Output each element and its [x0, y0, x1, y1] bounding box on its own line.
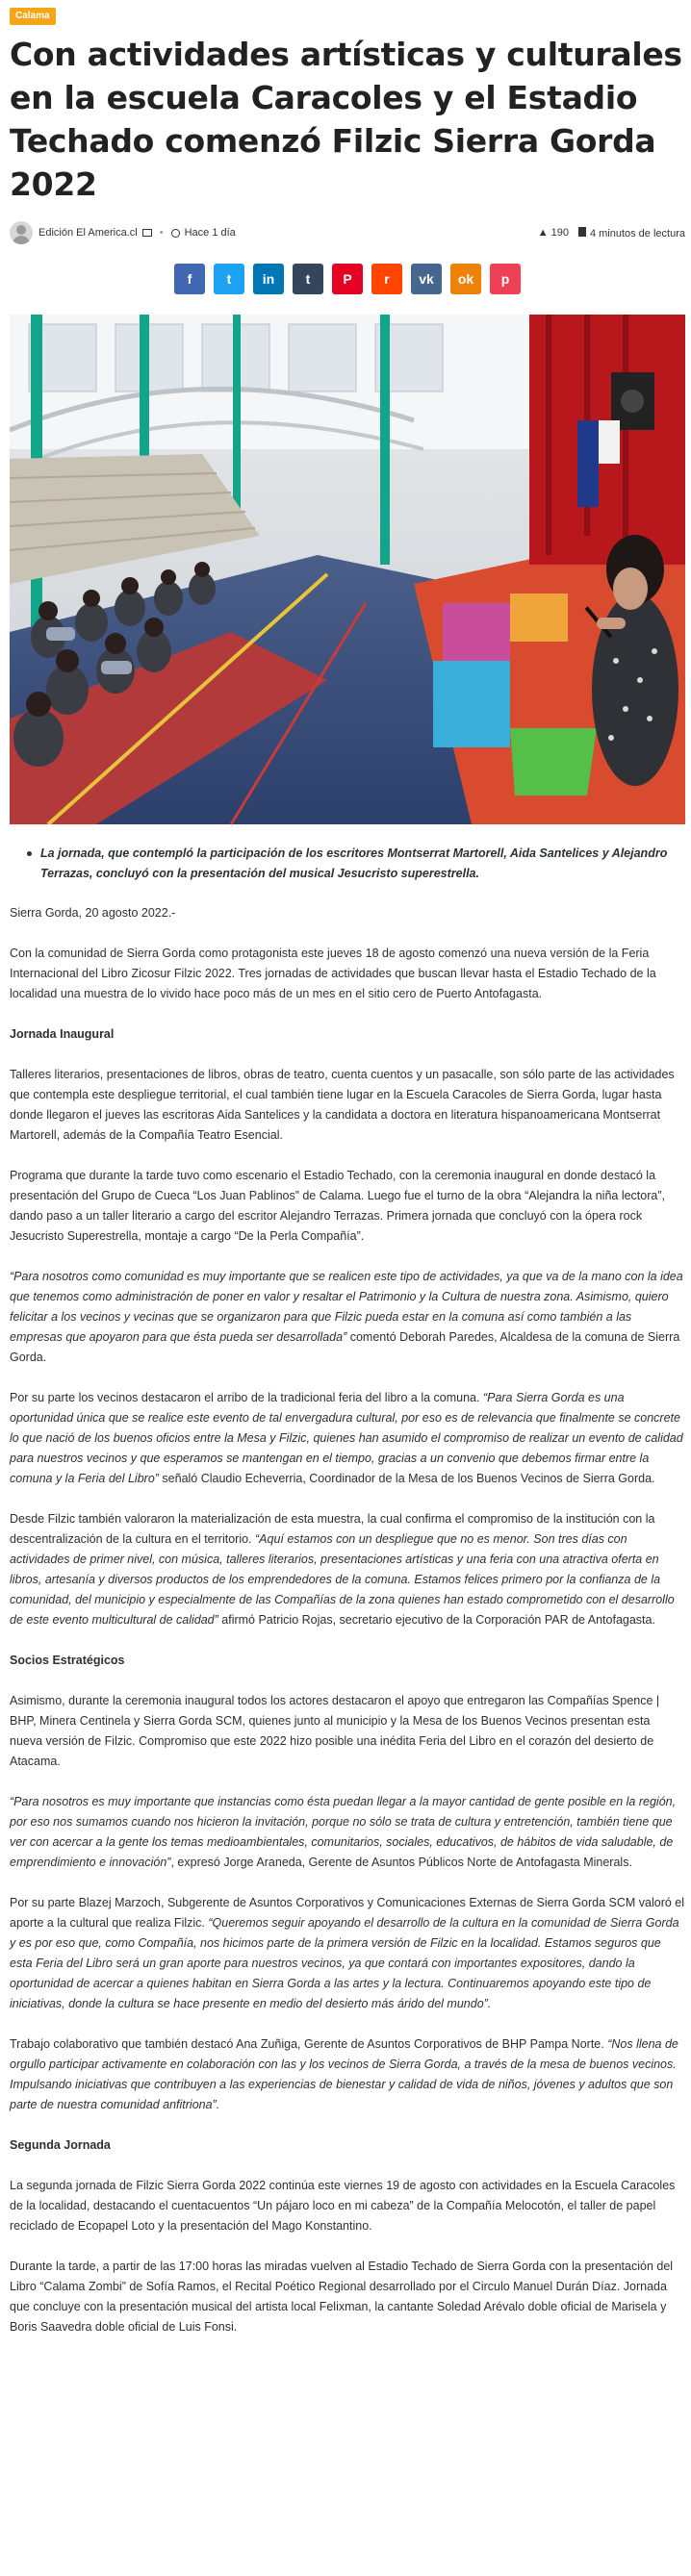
email-icon[interactable] — [142, 229, 152, 237]
paragraph-intro: Por su parte Blazej Marzoch, Subgerente de Asuntos Corporativos y Comunicaciones Externas de Sierra Gorda SCM valoró el aporte a la cultural que realiza Filzic. — [10, 1896, 685, 1930]
paragraph-12: Durante la tarde, a partir de las 17:00 horas las miradas vuelven al Estadio Techado de Sierra Gorda con la presentación del Libro “Calama Zombi” de Sofía Ramos, el Recital Poético Regional desarrollado por el Circulo Manuel Durán Díaz. Jornada que concluye con la presentación musical del artista local Felixman, la cantante Soledad Arévalo doble oficial de Marisela y Boris Saavedra doble oficial de Luis Fonsi. — [10, 2260, 674, 2334]
subheading-segunda-jornada: Segunda Jornada — [10, 2138, 111, 2152]
category-badge[interactable]: Calama — [10, 8, 56, 25]
paragraph-8 — [10, 1792, 685, 1873]
clock-icon — [171, 229, 180, 238]
share-pocket-button[interactable] — [490, 264, 521, 294]
paragraph-11: La segunda jornada de Filzic Sierra Gorda 2022 continúa este viernes 19 de agosto con actividades en la Escuela Caracoles de la localidad, destacando el cuentacuentos “Un pájaro loco en mi cabeza” de la Compañía Melocotón, el taller de papel reciclado de Ecopapel Loto y la presentación del Mago Konstantino. — [10, 2179, 676, 2233]
subheading-socios-estrategicos: Socios Estratégicos — [10, 1654, 125, 1667]
reddit-icon: r — [384, 271, 390, 287]
quote-attribution: señaló Claudio Echeverria, Coordinador de la Mesa de los Buenos Vecinos de Sierra Gorda. — [158, 1472, 655, 1485]
hero-photo-illustration — [10, 315, 685, 824]
quote-attribution: afirmó Patricio Rojas, secretario ejecutivo de la Corporación PAR de Antofagasta. — [218, 1613, 655, 1627]
vk-icon: vk — [419, 271, 434, 287]
publish-time: Hace 1 día — [184, 227, 236, 239]
facebook-icon: f — [187, 271, 192, 287]
pocket-icon: p — [500, 271, 510, 287]
share-linkedin-button[interactable] — [253, 264, 284, 294]
quote-attribution: , expresó Jorge Araneda, Gerente de Asuntos Públicos Norte de Antofagasta Minerals. — [170, 1856, 632, 1869]
image-caption: La jornada, que contempló la participación de los escritores Montserrat Martorell, Aida Santelices y Alejandro Terrazas, concluyó con la presentación del musical Jesucristo superestrella. — [38, 844, 685, 884]
quote-secretario: “Aquí estamos con un despliegue que no es menor. Son tres días con actividades de primer nivel, con música, talleres literarios, presentaciones artísticas y una feria con una atractiva oferta en libros, artesanía y diversos productos de los emprendedores de la comuna. Estamos felices primero por la confianza de la comunidad, del municipio y especialmente de las Compañías de la zona quienes han estado comprometido con el desarrollo de este evento multicultural de calidad” — [10, 1532, 675, 1627]
paragraph-intro: Por su parte los vecinos destacaron el arribo de la tradicional feria del libro a la comuna. — [10, 1391, 483, 1404]
share-reddit-button[interactable] — [371, 264, 402, 294]
share-pinterest-button[interactable] — [332, 264, 363, 294]
fire-icon: ▲ — [537, 227, 549, 239]
share-odnoklassniki-button[interactable] — [450, 264, 481, 294]
tumblr-icon: t — [305, 271, 311, 287]
subheading-jornada-inaugural: Jornada Inaugural — [10, 1027, 115, 1041]
quote-subgerente: “Queremos seguir apoyando el desarrollo de la cultura en la comunidad de Sierra Gorda y es por eso que, como Compañía, nos hicimos parte de la primera versión de Filzic en la localidad. Estamos seguros que esta Feria del Libro será un gran aporte para nuestros vecinos, ya que contará con importantes expositores, dando la oportunidad de acercar a quienes habitan en Sierra Gorda a las artes y la lectura. Continuaremos apoyando este tipo de iniciativas, donde la cultura se hace presente en medio del desierto más árido del mundo”. — [10, 1916, 679, 2010]
quote-alcaldesa: “Para nosotros como comunidad es muy importante que se realicen este tipo de actividades, ya que va de la mano con la idea que tenemos como administración de poner en valor y resaltar el Patrimonio y la Cultura de nuestra zona. Asimismo, quiero felicitar a los vecinos y vecinas que se organizaron para que Filzic pueda estar en la comuna así como también a las empresas que apoyaron para que ésta pueda ser desarrollada” — [10, 1270, 683, 1344]
article-hero-image — [10, 315, 685, 824]
meta-stats — [538, 227, 685, 240]
paragraph-6 — [10, 1509, 685, 1630]
quote-coordinador: “Para Sierra Gorda es una oportunidad única que se realice este evento de tal envergadura cultural, por eso es de relevancia que finalmente se concrete lo que nació de los buenos oficios entre la Mesa y Filzic, quienes han asumido el compromiso de realizar un evento de calidad para nuestros vecinos y que esperamos se mantengan en el tiempo, gracias a un convenio que debemos firmar entre la comuna y la Feria del Libro” — [10, 1391, 683, 1485]
paragraph-5 — [10, 1388, 685, 1489]
paragraph-intro: Desde Filzic también valoraron la materialización de esta muestra, la cual confirma el compromiso de la institución con la descentralización de la cultura en el territorio. — [10, 1512, 655, 1546]
odnoklassniki-icon: ok — [457, 271, 474, 287]
share-facebook-button[interactable] — [174, 264, 205, 294]
paragraph-10 — [10, 2034, 685, 2115]
author-name[interactable]: Edición El America.cl — [38, 227, 138, 239]
share-twitter-button[interactable] — [214, 264, 244, 294]
book-icon — [578, 227, 586, 237]
views-count-wrap — [538, 227, 569, 239]
meta-separator: • — [159, 227, 164, 239]
share-vk-button[interactable] — [411, 264, 442, 294]
pinterest-icon: P — [343, 271, 352, 287]
article-title: Con actividades artísticas y culturales en la escuela Caracoles y el Estadio Techado comenzó Filzic Sierra Gorda 2022 — [10, 36, 682, 203]
paragraph-1: Con la comunidad de Sierra Gorda como protagonista este jueves 18 de agosto comenzó una nueva versión de la Feria Internacional del Libro Zicosur Filzic 2022. Tres jornadas de actividades que buscan llevar hasta el Estadio Techado de la localidad una muestra de lo vivido hace poco más de un mes en el sitio cero de Puerto Antofagasta. — [10, 947, 656, 1000]
paragraph-2: Talleres literarios, presentaciones de libros, obras de teatro, cuenta cuentos y un pasacalle, son sólo parte de las actividades que contempla este despliegue territorial, el cual también tiene lugar en la Escuela Caracoles de Sierra Gorda, lugar hasta donde llegaron el jueves las escritoras Aida Santelices y la candidata a doctora en literatura hispanoamericana Montserrat Martorell, además de la Compañía Teatro Esencial. — [10, 1068, 675, 1142]
read-time: 4 minutos de lectura — [589, 227, 685, 240]
paragraph-intro: Trabajo colaborativo que también destacó Ana Zuñiga, Gerente de Asuntos Corporativos de BHP Pampa Norte. — [10, 2037, 608, 2051]
paragraph-3: Programa que durante la tarde tuvo como escenario el Estadio Techado, con la ceremonia inaugural en donde destacó la presentación del Grupo de Cueca “Los Juan Pablinos” de Calama. Luego fue el turno de la obra “Alejandra la niña lectora”, dando paso a un taller literario a cargo del escritor Alejandro Terrazas. Primera jornada que concluyó con la ópera rock Jesucristo Superestrella, montaje a cargo “De la Perla Compañía”. — [10, 1169, 665, 1243]
dateline: Sierra Gorda, 20 agosto 2022.- — [10, 906, 176, 920]
quote-attribution: comentó Deborah Paredes, Alcaldesa de la comuna de Sierra Gorda. — [10, 1330, 680, 1364]
quote-gerente-bhp: “Nos llena de orgullo participar activamente en colaboración con las y los vecinos de Sierra Gorda, a través de la mesa de buenos vecinos. Impulsando iniciativas que contribuyen a las experiencias de bienestar y calidad de vida de niños, jóvenes y adultos que son parte de nuestra comunidad anfitriona”. — [10, 2037, 678, 2111]
linkedin-icon: in — [262, 271, 275, 287]
share-buttons — [10, 264, 685, 294]
paragraph-7: Asimismo, durante la ceremonia inaugural todos los actores destacaron el apoyo que entregaron las Compañías Spence | BHP, Minera Centinela y Sierra Gorda SCM, quienes junto al municipio y la Mesa de los Buenos Vecinos presentan esta nueva versión de Filzic. Compromiso que este 2022 hizo posible una inédita Feria del Libro en el corazón del desierto de Atacama. — [10, 1694, 660, 1768]
twitter-icon: t — [226, 271, 232, 287]
author-avatar[interactable] — [10, 221, 33, 244]
read-time-wrap — [578, 227, 685, 240]
paragraph-4 — [10, 1267, 685, 1368]
article-meta — [10, 219, 685, 246]
views-count: 190 — [550, 227, 569, 239]
paragraph-9 — [10, 1893, 685, 2014]
share-tumblr-button[interactable] — [293, 264, 323, 294]
quote-gerente-antofagasta: “Para nosotros es muy importante que instancias como ésta puedan llegar a la mayor cantidad de gente posible en la región, por eso nos sumamos cuando nos hicieron la invitación, porque no sólo se trata de cultura y entretención, también tiene que ver con acercar a la gente los temas medioambientales, comunitarios, sociales, educativos, de hábitos de vida saludable, de emprendimiento e innovación” — [10, 1795, 677, 1869]
